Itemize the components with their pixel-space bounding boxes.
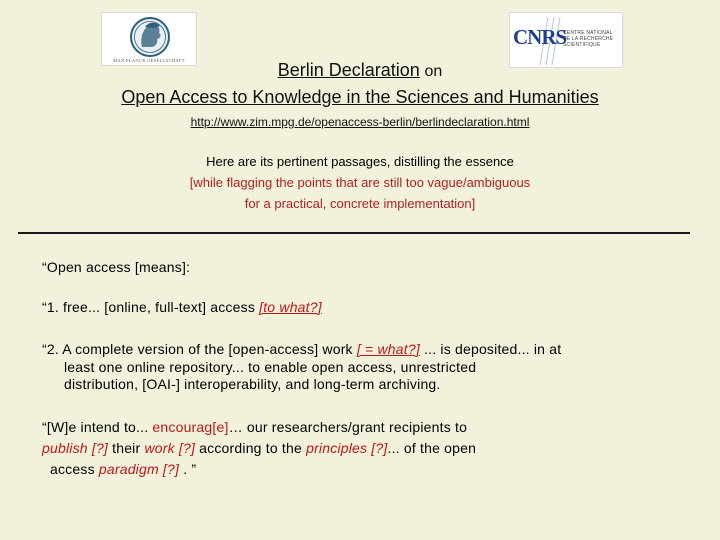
quote-complete-version (42, 341, 561, 357)
cnrs-full-name (563, 30, 623, 48)
quote-text: “2. A complete version of the [open-access] work (42, 341, 357, 357)
quote-text: . ” (179, 461, 197, 477)
intro-line: Here are its pertinent passages, distilling the essence (206, 154, 514, 169)
quote-text: ... of the open (387, 440, 477, 456)
quote-line (50, 461, 196, 477)
intro-line: [while flagging the points that are still too vague/ambiguous (189, 175, 531, 190)
quote-text: according to the (195, 440, 307, 456)
intro-text (0, 151, 720, 214)
quote-text: access (50, 461, 99, 477)
cnrs-wordmark: CNRS (513, 25, 567, 49)
max-planck-caption: MAX PLANCK GESELLSCHAFT (113, 58, 185, 63)
divider (18, 232, 690, 234)
quote-text: their (108, 440, 145, 456)
title-main: Berlin Declaration (277, 60, 420, 80)
quote-flag: [to what?] (259, 299, 322, 315)
declaration-link[interactable]: http://www.zim.mpg.de/openaccess-berlin/berlindeclaration.html (190, 115, 530, 129)
quote-flag: [ = what?] (356, 341, 420, 357)
quote-line: distribution, [OAI-] interoperability, and long-term archiving. (64, 376, 441, 392)
page-title (0, 60, 720, 81)
quote-flag: work [?] (144, 440, 196, 456)
quote-flag: principles [?] (306, 440, 388, 456)
quote-line (42, 440, 476, 456)
page-subtitle: Open Access to Knowledge in the Sciences and Humanities (121, 87, 599, 107)
quote-flag: publish [?] (42, 440, 109, 456)
title-on: on (424, 63, 443, 80)
max-planck-logo (101, 12, 197, 66)
quote-intend (42, 419, 467, 435)
cnrs-text-line: DE LA RECHERCHE (563, 36, 614, 42)
quote-line: least one online repository... to enable open access, unrestricted (64, 359, 477, 375)
quote-flag: paradigm [?] (98, 461, 180, 477)
intro-line: for a practical, concrete implementation] (244, 196, 476, 211)
quote-text: “[W]e intend to... (42, 419, 153, 435)
quote-flag: encourag[e] (152, 419, 229, 435)
cnrs-text-line: SCIENTIFIQUE (563, 42, 601, 48)
quote-text: “1. free... [online, full-text] access (42, 299, 260, 315)
quote-open-access: “Open access [means]: (42, 259, 191, 275)
cnrs-text-line: CENTRE NATIONAL (563, 30, 613, 36)
quote-free-access (42, 299, 322, 315)
quote-text: … our researchers/grant recipients to (228, 419, 468, 435)
quote-text: ... is deposited... in at (419, 341, 562, 357)
